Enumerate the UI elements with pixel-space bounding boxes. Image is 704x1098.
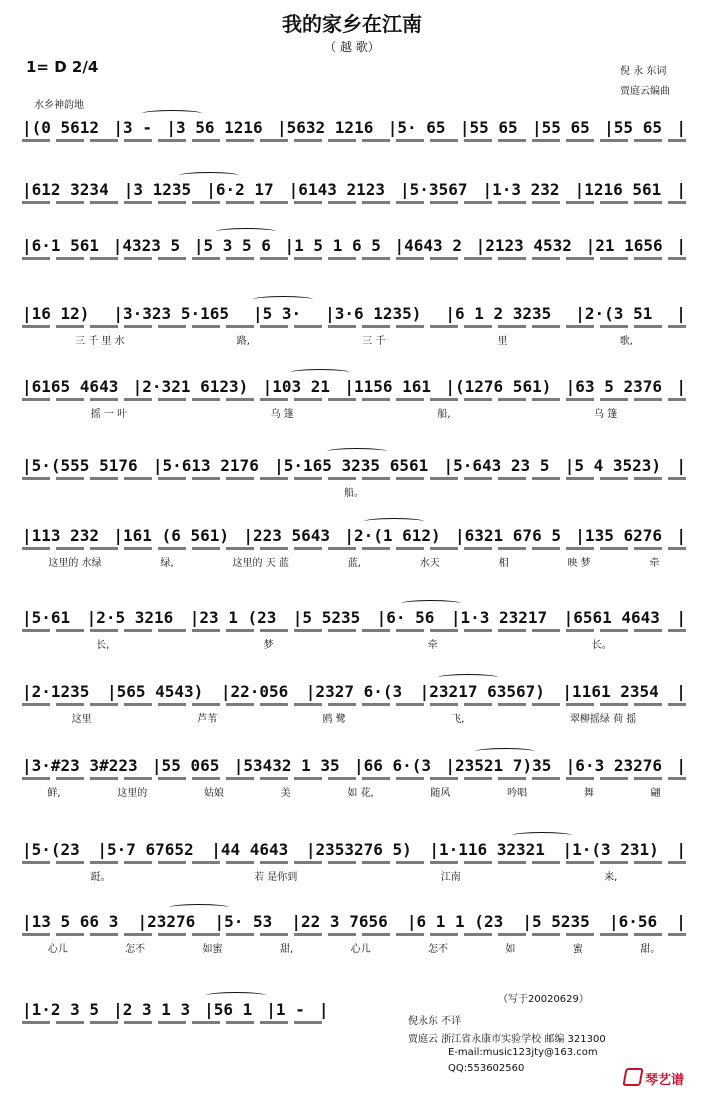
lyricist-credit: 倪 永 东词 [620,66,667,77]
lyric-syllables: 舞 [583,788,594,799]
measure: |6·56 [608,911,658,931]
lyric-syllables: 绿, [160,558,174,569]
beam-underline [22,257,686,260]
measure: |113 232 [22,525,100,545]
lyric-syllables: 飞, [451,714,465,725]
notes-row [22,452,686,478]
notes-row [22,908,686,934]
notes-row [22,114,686,140]
measure: |5 3 5 6 [193,235,271,255]
measure: |5 5235 [522,911,590,931]
notes-row [22,996,342,1022]
barline: | [676,755,686,775]
measure: |5 3· [252,303,302,323]
page-title: 我的家乡在江南 [282,12,422,36]
measure: |23 1 (23 [189,607,277,627]
measure: |5·(555 5176 [22,455,138,475]
measure: |5·(23 [22,839,80,859]
measure: |2 3 1 3 [113,999,191,1019]
measure: |1·116 32321 [429,839,545,859]
lyric-syllables: 三 千 [362,336,386,347]
lyrics-row [22,484,686,499]
lyric-syllables: 水天 [419,558,440,569]
logo-icon [622,1068,643,1086]
lyric-syllables: 映 梦 [567,558,591,569]
beam-underline [22,703,686,706]
slur-mark [179,172,239,179]
lyric-syllables: 来, [604,872,618,883]
lyric-syllables: 里 [497,336,508,347]
slur-mark [169,904,229,911]
measure: |1216 561 [574,179,662,199]
lyrics-row [22,940,686,955]
measure: |55 65 [532,117,590,137]
beam-underline [22,547,686,550]
beam-underline [22,629,686,632]
beam-underline [22,477,686,480]
measure: |13 5 66 3 [22,911,119,931]
barline: | [676,455,686,475]
measure: |1 5 1 6 5 [284,235,381,255]
measure: |5632 1216 [277,117,374,137]
lyric-syllables: 心儿 [47,944,68,955]
notes-row [22,836,686,862]
lyric-syllables: 梦 [263,640,274,651]
measure: |3 1235 [123,179,192,199]
measure: |1·3 23217 [450,607,548,627]
barline: | [676,525,686,545]
measure: |3·#23 3#223 [22,755,138,775]
measure: |56 1 [204,999,253,1019]
tempo-marking: 水乡神韵地 [34,100,84,111]
measure: |5·3567 [400,179,468,199]
slur-mark [401,600,461,607]
measure: |5·165 3235 6561 [274,455,429,475]
lyric-syllables: 甜。 [640,944,661,955]
measure: |55 65 [459,117,518,137]
subtitle: （ 越 歌） [324,40,380,54]
measure: |1156 161 [344,376,432,396]
lyric-syllables: 这里的 水绿 [48,558,102,569]
barline: | [676,839,686,859]
lyric-syllables: 跹。 [90,872,111,883]
measure: |55 065 [151,755,220,775]
measure: |6 1 1 (23 [406,911,504,931]
barline: | [676,303,686,323]
lyric-syllables: 姑娘 [203,788,224,799]
lyric-syllables: 三 千 里 水 [75,336,125,347]
lyric-syllables: 这里的 天 蓝 [232,558,289,569]
measure: |5 5235 [292,607,361,627]
measure: |565 4543) [106,681,204,701]
barline: | [676,911,686,931]
measure: |3·323 5·165 [113,303,229,323]
lyrics-row [22,784,686,799]
measure: |6 1 2 3235 [445,303,552,323]
measure: |22 3 7656 [291,911,388,931]
lyric-syllables: 随风 [430,788,451,799]
barline: | [676,179,686,199]
notes-row [22,752,686,778]
measure: |3 56 1216 [166,117,263,137]
measure: |6321 676 5 [455,525,561,545]
lyric-syllables: 摇 一 叶 [90,409,128,420]
barline: | [676,235,686,255]
measure: |53432 1 35 [233,755,340,775]
slur-mark [512,832,572,839]
notes-row [22,604,686,630]
lyric-syllables: 心儿 [350,944,371,955]
footer-line-3: E-mail:music123jty@163.com [448,1047,598,1058]
measure: |1161 2354 [562,681,659,701]
measure: |2353276 5) [305,839,412,859]
slur-mark [364,518,424,525]
notes-row [22,176,686,202]
lyrics-row [22,332,686,347]
measure: |3·6 1235) [325,303,422,323]
measure: |16 12) [22,303,90,323]
measure: |6·3 23276 [565,755,662,775]
measure: |5·61 [22,607,71,627]
notes-row [22,232,686,258]
lyrics-row [22,554,686,569]
measure: |103 21 [262,376,331,396]
barline: | [676,376,686,396]
slur-mark [206,992,266,999]
footer-line-2: 贾庭云 浙江省永康市实验学校 邮编 321300 [408,1034,606,1045]
beam-underline [22,861,686,864]
measure: |1 - [266,999,305,1019]
lyric-syllables: 吟唱 [507,788,528,799]
lyric-syllables: 翩 [650,788,661,799]
measure: |2·5 3216 [86,607,174,627]
lyric-syllables: 长。 [591,640,612,651]
measure: |5· 53 [214,911,273,931]
lyric-syllables: 这里的 [117,788,148,799]
beam-underline [22,201,686,204]
measure: |135 6276 [575,525,662,545]
slur-mark [216,228,276,235]
lyric-syllables: 鲜, [47,788,61,799]
slur-mark [142,110,202,117]
lyric-syllables: 翠柳摇绿 荷 摇 [569,714,637,725]
lyric-syllables: 船, [437,409,451,420]
measure: |5·613 2176 [152,455,259,475]
lyric-syllables: 如 花, [347,788,374,799]
footer-line-1: 倪永东 不详 [408,1016,462,1027]
slur-mark [475,748,535,755]
measure: |22·056 [220,681,289,701]
key-signature: 1= D 2/4 [26,58,99,76]
measure: |63 5 2376 [565,376,662,396]
measure: |55 65 [604,117,662,137]
footer-line-4: QQ:553602560 [448,1063,525,1074]
lyric-syllables: 歌, [619,336,633,347]
measure: |6561 4643 [563,607,660,627]
beam-underline [22,777,686,780]
notes-row [22,522,686,548]
lyric-syllables: 路, [236,336,250,347]
beam-underline [22,325,686,328]
barline: | [676,681,686,701]
lyrics-row [22,405,686,420]
measure: |2·(3 51 [575,303,653,323]
slur-mark [327,448,387,455]
measure: |(1276 561) [445,376,552,396]
lyrics-row [22,636,686,651]
arranger-credit: 贾庭云编曲 [620,86,670,97]
lyric-syllables: 怎不 [428,944,448,955]
slur-mark [253,296,313,303]
lyric-syllables: 长, [96,640,110,651]
lyric-syllables: 芦苇 [197,714,218,725]
notes-row [22,373,686,399]
measure: |2123 4532 [475,235,572,255]
lyric-syllables: 甜, [279,944,294,955]
measure: |5·7 67652 [97,839,194,859]
lyric-syllables: 江南 [440,872,461,883]
lyric-syllables: 这里 [71,714,92,725]
measure: |5·643 23 5 [443,455,550,475]
measure: |2327 6·(3 [305,681,403,701]
lyric-syllables: 相 [498,558,509,569]
measure: |6·1 561 [22,235,100,255]
measure: |44 4643 [211,839,289,859]
date-note: （写于20020629） [498,994,589,1005]
slur-mark [438,674,498,681]
measure: |(0 5612 [22,117,100,137]
measure: |23276 [137,911,196,931]
lyric-syllables: 如 [505,944,516,955]
measure: |6·2 17 [206,179,274,199]
lyrics-row [22,710,686,725]
measure: |5 4 3523) [564,455,662,475]
measure: |21 1656 [585,235,663,255]
measure: |5· 65 [387,117,446,137]
measure: |4643 2 [394,235,462,255]
lyric-syllables: 乌 篷 [270,409,294,420]
slur-mark [290,369,350,376]
measure: |6143 2123 [288,179,385,199]
measure: |23217 63567) [419,681,545,701]
lyric-syllables: 牵 [649,558,660,569]
lyric-syllables: 美 [280,788,291,799]
measure: |4323 5 [112,235,181,255]
measure: |2·1235 [22,681,90,701]
measure: |1·(3 231) [562,839,659,859]
lyric-syllables: 蓝, [347,558,361,569]
measure: |1·3 232 [482,179,560,199]
lyric-syllables: 蜜 [572,944,583,955]
lyric-syllables: 牵 [427,640,438,651]
measure: |3 - [113,117,152,137]
lyric-syllables: 鸥 鹭 [322,714,346,725]
barline: | [676,117,686,137]
beam-underline [22,398,686,401]
measure: |6· 56 [376,607,435,627]
measure: |161 (6 561) [113,525,229,545]
measure: |66 6·(3 [353,755,432,775]
lyric-syllables: 乌 篷 [594,409,618,420]
measure: |223 5643 [243,525,331,545]
measure: |1·2 3 5 [22,999,100,1019]
notes-row [22,678,686,704]
logo-text: 琴艺谱 [645,1073,685,1088]
measure: |23521 7)35 [445,755,552,775]
measure: |612 3234 [22,179,109,199]
lyric-syllables: 船。 [344,488,364,499]
beam-underline [22,1021,322,1024]
measure: |6165 4643 [22,376,119,396]
beam-underline [22,139,686,142]
barline: | [318,999,329,1019]
barline: | [676,607,686,627]
notes-row [22,300,686,326]
measure: |2·321 6123) [132,376,249,396]
lyrics-row [22,868,686,883]
site-logo [624,1068,684,1088]
lyric-syllables: 若 是你到 [254,872,298,883]
beam-underline [22,933,686,936]
lyric-syllables: 如蜜 [202,944,223,955]
lyric-syllables: 怎不 [125,944,146,955]
measure: |2·(1 612) [344,525,441,545]
